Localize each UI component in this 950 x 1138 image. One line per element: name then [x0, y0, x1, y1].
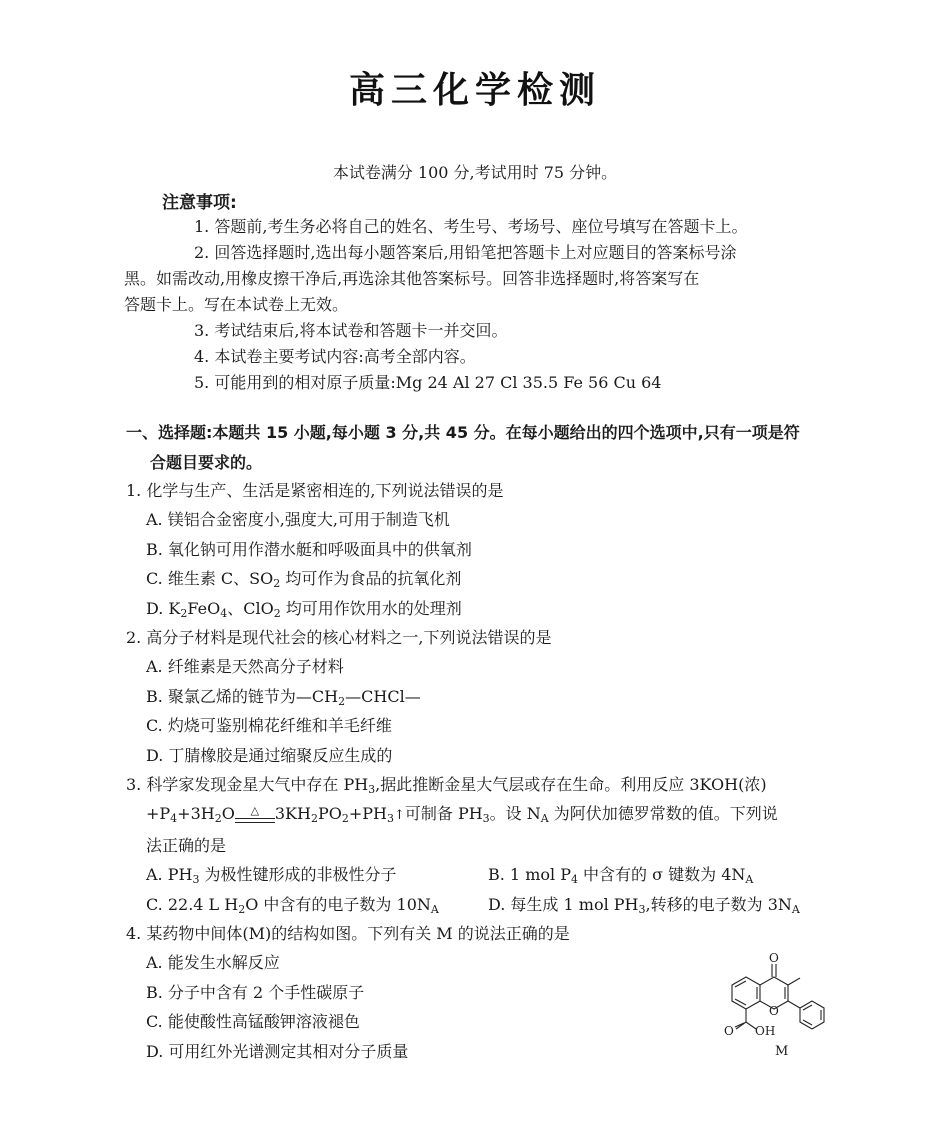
notice-item: 1. 答题前,考生务必将自己的姓名、考生号、考场号、座位号填写在答题卡上。: [194, 217, 748, 236]
option-c: C. 灼烧可鉴别棉花纤维和羊毛纤维: [146, 716, 392, 735]
question-stem: 1. 化学与生产、生活是紧密相连的,下列说法错误的是: [126, 481, 504, 500]
option-d: D. 可用红外光谱测定其相对分子质量: [146, 1041, 409, 1061]
section-heading-line: 一、选择题:本题共 15 小题,每小题 3 分,共 45 分。在每小题给出的四个选项中,只有一项是符: [126, 423, 800, 442]
option-a: A. 镁铝合金密度小,强度大,可用于制造飞机: [146, 510, 450, 529]
notice-heading: 注意事项:: [162, 193, 237, 213]
question-2: [126, 623, 831, 770]
atom-label: O: [769, 952, 779, 965]
atom-label: O: [769, 1004, 779, 1018]
question-1: [126, 476, 831, 623]
gas-arrow-icon: ↑: [393, 808, 405, 823]
exam-info: 本试卷满分 100 分,考试用时 75 分钟。: [332, 163, 618, 182]
question-stem-equation: $+P_4+3H_2O$ △ $3KH_2PO_2+PH_3↑$可制备 $PH_3$。设 $N_A$ 为阿伏加德罗常数的值。下列说: [146, 804, 778, 825]
page-title: 高三化学检测: [348, 70, 601, 111]
option-a: A. 纤维素是天然高分子材料: [146, 657, 344, 676]
notice-item-continued: 黑。如需改动,用橡皮擦干净后,再选涂其他答案标号。回答非选择题时,将答案写在: [124, 269, 700, 288]
notice-list: [124, 214, 800, 396]
notice-item-continued: 答题卡上。写在本试卷上无效。: [124, 295, 349, 314]
notice-item: 2. 回答选择题时,选出每小题答案后,用铅笔把答题卡上对应题目的答案标号涂: [194, 243, 737, 262]
option-a: A. 能发生水解反应: [146, 953, 280, 972]
question-stem: 3. 科学家发现金星大气中存在 $PH_3$,据此推断金星大气层或存在生命。利用反应 3KOH(浓): [126, 775, 767, 796]
option-b: B. 1 mol $P_4$ 中含有的 σ 键数为 $4N_A$: [488, 865, 754, 886]
option-row: [126, 860, 831, 890]
section-heading-line: 合题目要求的。: [150, 453, 263, 472]
option-c: C. 22.4 L $H_2O$ 中含有的电子数为 $10N_A$: [146, 894, 439, 916]
benzo-ring: [732, 977, 760, 1009]
option-b: B. 氧化钠可用作潜水艇和呼吸面具中的供氧剂: [146, 539, 472, 559]
option-row: [126, 890, 831, 920]
option-b: B. 分子中含有 2 个手性碳原子: [146, 982, 365, 1002]
option-c: C. 能使酸性高锰酸钾溶液褪色: [146, 1012, 360, 1031]
notice-item: 3. 考试结束后,将本试卷和答题卡一并交回。: [194, 321, 508, 340]
structure-caption: M: [775, 1044, 789, 1059]
option-b: B. 聚氯乙烯的链节为$—CH_2—CHCl—$: [146, 686, 421, 708]
question-stem: 2. 高分子材料是现代社会的核心材料之一,下列说法错误的是: [126, 628, 552, 647]
atom-label: OH: [755, 1024, 776, 1038]
question-stem-continued: 法正确的是: [146, 836, 227, 855]
notice-item: 5. 可能用到的相对原子质量:Mg 24 Al 27 Cl 35.5 Fe 56 Cu 64: [194, 373, 662, 392]
notice-item: 4. 本试卷主要考试内容:高考全部内容。: [194, 347, 476, 366]
heat-condition-sign: △: [235, 806, 275, 823]
option-d: D. 丁腈橡胶是通过缩聚反应生成的: [146, 745, 393, 765]
atom-label: O: [724, 1024, 734, 1038]
question-3: [126, 770, 831, 919]
question-stem: 4. 某药物中间体(M)的结构如图。下列有关 M 的说法正确的是: [126, 924, 570, 943]
option-a: A. $PH_3$ 为极性键形成的非极性分子: [146, 865, 397, 886]
option-d: D. 每生成 1 mol $PH_3$,转移的电子数为 $3N_A$: [488, 894, 800, 916]
section-heading: [126, 418, 831, 478]
option-d: D. $K_2FeO_4$、ClO$_2$ 均可用作饮用水的处理剂: [146, 598, 462, 620]
option-c: C. 维生素 C、$SO_2$ 均可作为食品的抗氧化剂: [146, 569, 462, 590]
